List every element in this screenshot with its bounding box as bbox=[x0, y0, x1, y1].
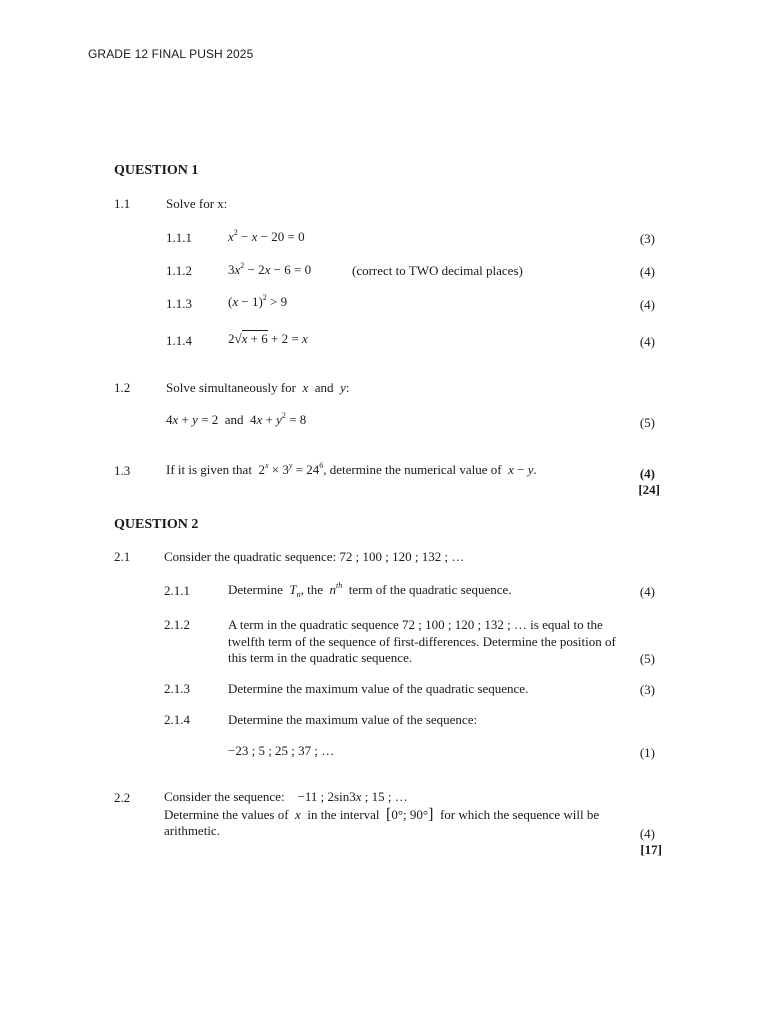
q1-1-1-equation: $x^2 - x - 20 = 0$ bbox=[228, 228, 305, 244]
q2-2-text-a: Consider the sequence: bbox=[164, 789, 285, 804]
q2-1-4-text: Determine the maximum value of the sequence: bbox=[228, 712, 478, 727]
q2-1-3-mark: (3) bbox=[639, 682, 655, 697]
q2-2-text-line3: arithmetic. bbox=[164, 823, 220, 838]
q1-1-2-number: 1.1.2 bbox=[166, 263, 192, 278]
q2-total: [17] bbox=[640, 842, 662, 857]
q2-1-3-number: 2.1.3 bbox=[164, 681, 190, 696]
q2-2-text-d: for which the sequence will be bbox=[439, 807, 600, 822]
q1-3-text-a: If it is given that bbox=[166, 462, 252, 477]
q2-2-mark: (4) bbox=[639, 826, 655, 841]
q2-1-1-text-b: , the bbox=[300, 582, 323, 597]
q2-1-1-text-a: Determine bbox=[228, 582, 283, 597]
q2-1-2-text: A term in the quadratic sequence 72 ; 100 ; 120 ; 132 ; … is equal to the twelfth term of the sequence of first-differences. Determine the position of this term in the quadratic sequence. bbox=[228, 617, 616, 665]
q1-1-3-inequality: $(x - 1)^2 > 9$ bbox=[228, 293, 288, 309]
q1-3-number: 1.3 bbox=[114, 463, 131, 478]
q1-2-mark: (5) bbox=[639, 415, 655, 430]
q2-2-text-b: Determine the values of bbox=[164, 807, 289, 822]
q1-1-1-number: 1.1.1 bbox=[166, 230, 192, 245]
q2-1-3-text: Determine the maximum value of the quadratic sequence. bbox=[228, 681, 529, 696]
q1-2-equations: 4x + y = 2 and $4x + y^2 = 8$ bbox=[166, 411, 307, 427]
q1-1-4-mark: (4) bbox=[639, 334, 655, 349]
q2-2-text-line1: Consider the sequence: −11 ; 2sin3x ; 15 ; … bbox=[164, 789, 408, 804]
q1-2-text: Solve simultaneously for x and y: bbox=[166, 380, 350, 395]
q2-2-text-line2: Determine the values of x in the interval [0°; 90°] for which the sequence will be bbox=[164, 806, 600, 823]
q2-1-2-number: 2.1.2 bbox=[164, 617, 190, 632]
q2-1-text: Consider the quadratic sequence: 72 ; 100 ; 120 ; 132 ; … bbox=[164, 549, 465, 564]
q1-1-2-equation: $3x^2 - 2x - 6 = 0$ bbox=[228, 261, 312, 277]
q1-1-3-number: 1.1.3 bbox=[166, 296, 192, 311]
q2-1-1-mark: (4) bbox=[639, 584, 655, 599]
page-header: GRADE 12 FINAL PUSH 2025 bbox=[88, 47, 254, 61]
q1-1-2-mark: (4) bbox=[639, 264, 655, 279]
q1-1-3-mark: (4) bbox=[639, 297, 655, 312]
q1-1-number: 1.1 bbox=[114, 196, 131, 211]
q2-2-text-c: in the interval bbox=[307, 807, 380, 822]
q1-2-number: 1.2 bbox=[114, 380, 131, 395]
q2-1-2-mark: (5) bbox=[639, 651, 655, 666]
q2-1-4-number: 2.1.4 bbox=[164, 712, 190, 727]
q1-1-4-number: 1.1.4 bbox=[166, 333, 192, 348]
q2-1-number: 2.1 bbox=[114, 549, 131, 564]
q1-3-text: If it is given that $2^x \times 3^y = 24^6$, determine the numerical value of x − y. bbox=[166, 461, 537, 477]
q2-1-4-mark: (1) bbox=[639, 745, 655, 760]
question-2-title: QUESTION 2 bbox=[114, 517, 199, 532]
q1-3-mark: (4) bbox=[639, 466, 655, 481]
question-1-title: QUESTION 1 bbox=[114, 163, 199, 178]
q2-1-1-number: 2.1.1 bbox=[164, 583, 190, 598]
q1-1-2-note: (correct to TWO decimal places) bbox=[352, 263, 523, 278]
q2-1-1-text: Determine $T_n$, the $n^{th}$ term of the quadratic sequence. bbox=[228, 581, 512, 599]
q2-1-4-sequence: −23 ; 5 ; 25 ; 37 ; … bbox=[228, 743, 335, 758]
q2-1-1-text-c: term of the quadratic sequence. bbox=[348, 582, 512, 597]
q1-1-text: Solve for x: bbox=[166, 196, 228, 211]
q2-2-number: 2.2 bbox=[114, 790, 131, 805]
q1-total: [24] bbox=[638, 482, 660, 497]
q1-1-1-mark: (3) bbox=[639, 231, 655, 246]
q1-3-text-b: , determine the numerical value of bbox=[323, 462, 502, 477]
q1-1-4-equation: 2√x + 6 + 2 = x bbox=[228, 331, 308, 346]
